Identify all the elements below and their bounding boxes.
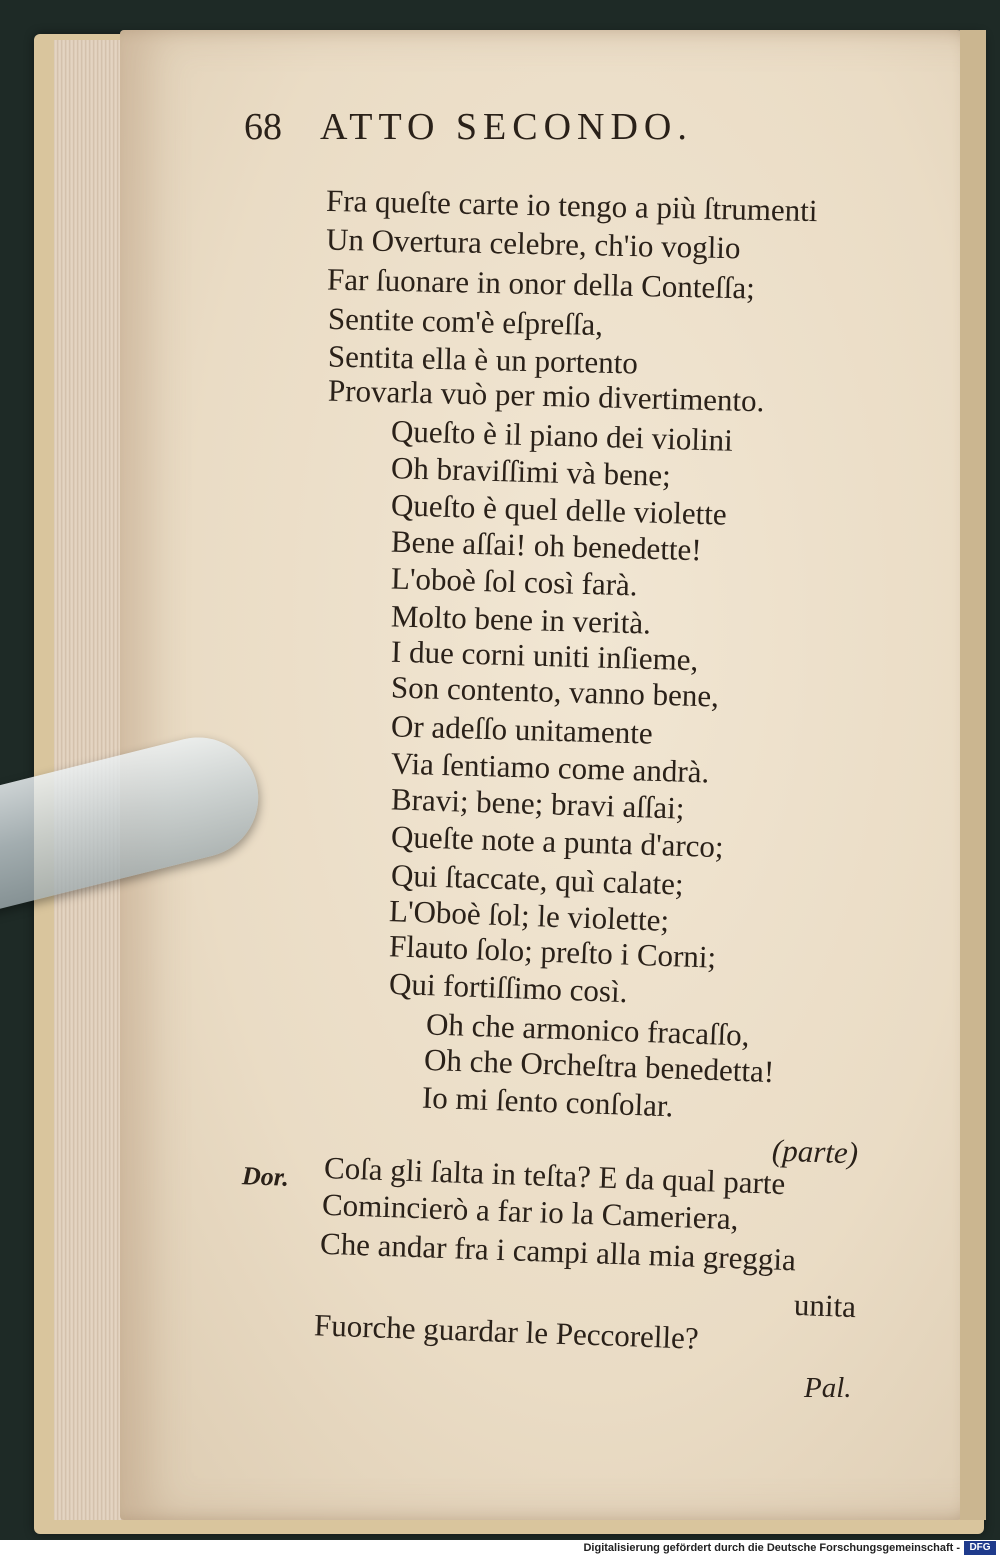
speaker-name: Dor. [241,1161,290,1192]
text-line: Fra queſte carte io tengo a più ſtrumenti [325,182,818,229]
dialogue-line: Che andar fra i campi alla mia greggia [319,1225,797,1278]
dialogue-line: unita [793,1286,857,1325]
text-line: Far ſuonare in onor della Conteſſa; [326,261,756,306]
digitization-footer [0,1540,1000,1557]
text-line: L'Oboè ſol; le violette; [388,893,670,938]
text-line: Queſte note a punta d'arco; [390,818,725,865]
footer-credit: Digitalisierung gefördert durch die Deutsche Forschungsgemeinschaft - [583,1542,960,1554]
running-header [244,105,693,149]
text-line: Io mi ſento conſolar. [421,1079,674,1124]
text-line: Queſto è il piano dei violini [390,413,734,458]
text-line: I due corni uniti inſieme, [390,633,699,678]
text-line: Via ſentiamo come andrà. [390,745,710,790]
dialogue-line: Coſa gli ſalta in teſta? E da qual parte [323,1149,786,1202]
text-line: Bravi; bene; bravi aſſai; [390,781,686,826]
text-line: Qui ſtaccate, quì calate; [390,857,685,902]
page-number: 68 [244,106,282,148]
text-line: Un Overtura celebre, ch'io voglio [325,221,741,266]
text-line: Oh che armonico fracaſſo, [425,1006,751,1053]
catchword: Pal. [804,1372,852,1404]
text-line: Queſto è quel delle violette [390,487,728,532]
text-line: Son contento, vanno bene, [390,669,720,714]
text-line: Oh braviſſimi và bene; [390,450,672,493]
stage-direction: (parte) [771,1132,859,1171]
text-line: Bene aſſai! oh benedette! [390,523,703,568]
dialogue-line: Fuorche guardar le Peccorelle? [313,1307,700,1356]
text-line: Molto bene in verità. [390,598,652,641]
text-line: Sentita ella è un portento [327,338,639,381]
text-line: Flauto ſolo; preſto i Corni; [388,928,717,975]
running-title: ATTO SECONDO. [320,106,693,148]
text-line: Sentite com'è eſpreſſa, [327,300,604,343]
dfg-logo-icon: DFG [964,1541,996,1555]
text-line: Qui fortiſſimo così. [388,965,629,1010]
text-line: Provarla vuò per mio divertimento. [327,372,765,419]
text-line: Oh che Orcheſtra benedetta! [423,1041,775,1090]
cover-edge [960,30,986,1520]
text-line: L'oboè ſol così farà. [390,560,639,603]
text-line: Or adeſſo unitamente [390,708,654,751]
dialogue-line: Comincierò a far io la Cameriera, [321,1186,740,1237]
